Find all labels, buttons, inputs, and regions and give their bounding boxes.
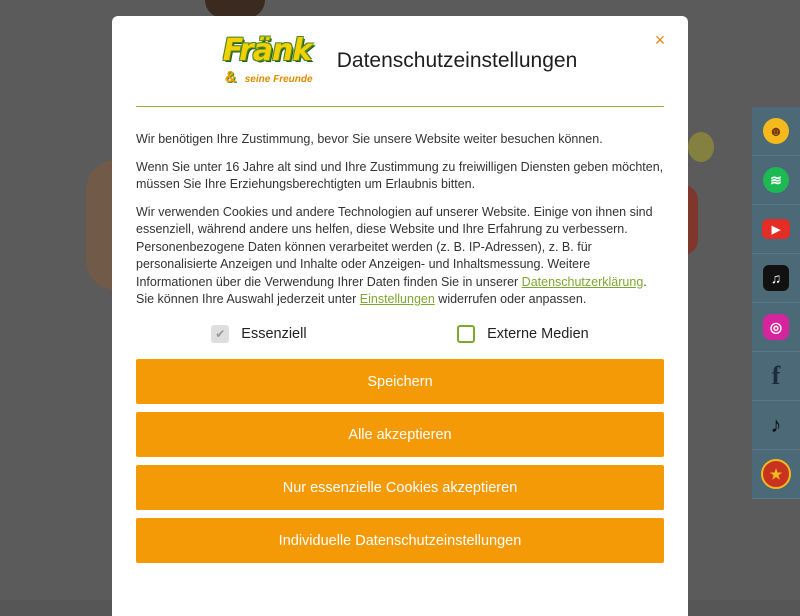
- dialog-title: Datenschutzeinstellungen: [336, 49, 578, 72]
- settings-link[interactable]: Einstellungen: [359, 292, 435, 306]
- mascot-icon: ☻: [763, 118, 789, 144]
- cookie-text-part2: . Sie können Ihre Auswahl jederzeit unter: [136, 274, 647, 306]
- essential-category: [211, 325, 306, 343]
- individual-settings-button[interactable]: Individuelle Datenschutzeinstellungen: [136, 518, 664, 563]
- age-notice-text: Wenn Sie unter 16 Jahre alt sind und Ihre Zustimmung zu freiwilligen Diensten geben möchten, müssen Sie Ihre Erziehungsberechtigten um Erlaubnis bitten.: [136, 159, 664, 191]
- tiktok-icon: ♪: [770, 412, 782, 437]
- social-tiktok-link[interactable]: [752, 401, 800, 450]
- apple-music-icon: ♫: [763, 265, 789, 291]
- background-figure-yellow: [688, 132, 714, 162]
- spotify-icon: ≋: [763, 167, 789, 193]
- save-button[interactable]: Speichern: [136, 359, 664, 404]
- consent-categories: [136, 319, 664, 359]
- external-media-category[interactable]: [457, 325, 589, 343]
- social-facebook-link[interactable]: [752, 352, 800, 401]
- logo-word: Fränk: [222, 33, 312, 68]
- social-sidebar: [752, 107, 800, 499]
- social-badge-link[interactable]: [752, 450, 800, 499]
- social-spotify-link[interactable]: [752, 156, 800, 205]
- cookie-description-text: [136, 204, 664, 309]
- logo-subtitle: seine Freunde: [244, 74, 313, 85]
- social-instagram-link[interactable]: [752, 303, 800, 352]
- consent-intro-text: Wir benötigen Ihre Zustimmung, bevor Sie unsere Website weiter besuchen können.: [136, 132, 603, 146]
- cookie-text-part1: Wir verwenden Cookies und andere Technologien auf unserer Website. Einige von ihnen sind essenziell, während andere uns helfen, diese Website und Ihre Erfahrung zu verbessern. Personenbezogene Daten können verarbeitet werden (z. B. IP-Adressen), z. B. für personalisierte Anzeigen und Inhalte oder Anzeigen- und Inhaltsmessung. Weitere Informationen über die Verwendung Ihrer Daten finden Sie in unserer: [136, 204, 653, 289]
- accept-all-button[interactable]: Alle akzeptieren: [136, 412, 664, 457]
- dialog-header: [136, 16, 664, 107]
- instagram-icon: ◎: [763, 314, 789, 340]
- social-mascot-link[interactable]: [752, 107, 800, 156]
- social-youtube-link[interactable]: [752, 205, 800, 254]
- privacy-policy-link[interactable]: Datenschutzerklärung: [521, 274, 644, 289]
- essential-label: Essenziell: [241, 325, 307, 342]
- social-apple-music-link[interactable]: [752, 254, 800, 303]
- cookie-text-part3: widerrufen oder anpassen.: [434, 292, 587, 306]
- essential-checkbox: ✔: [211, 325, 229, 343]
- external-media-checkbox[interactable]: [457, 325, 475, 343]
- dialog-body: [136, 107, 664, 563]
- privacy-dialog: [112, 16, 688, 616]
- youtube-icon: ▶: [762, 219, 790, 239]
- external-media-label: Externe Medien: [487, 325, 589, 342]
- badge-icon: ★: [761, 459, 791, 489]
- facebook-icon: f: [771, 361, 781, 390]
- close-icon[interactable]: ×: [654, 30, 666, 50]
- logo-ampersand: &: [224, 69, 237, 86]
- accept-essential-button[interactable]: Nur essenzielle Cookies akzeptieren: [136, 465, 664, 510]
- brand-logo: [223, 31, 333, 91]
